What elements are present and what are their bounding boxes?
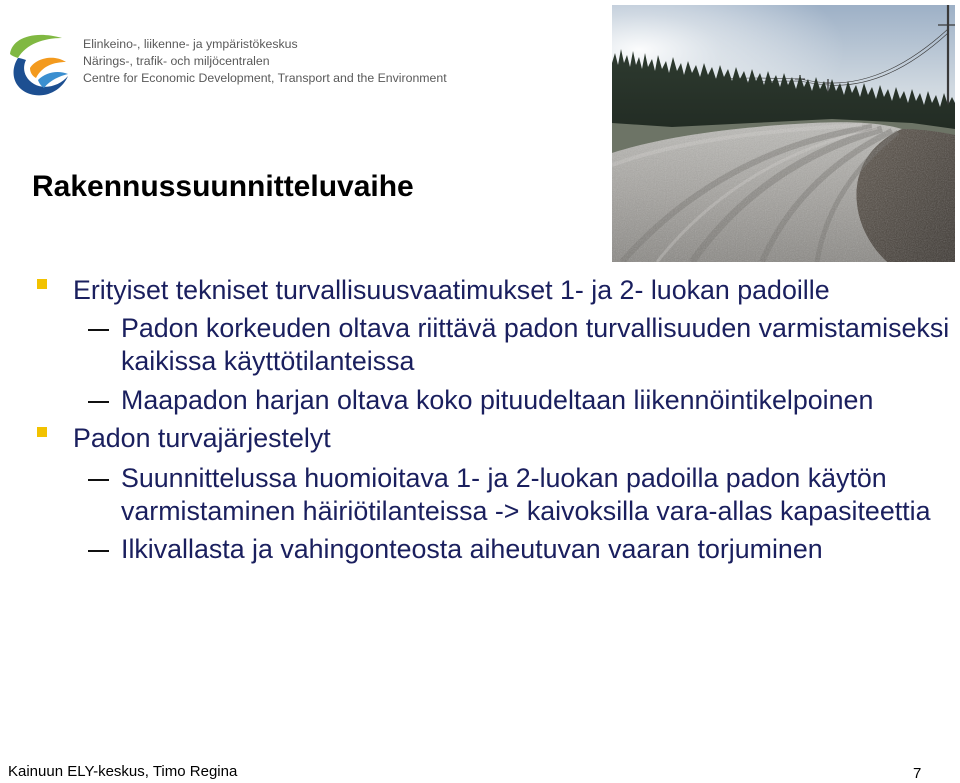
org-line-swedish: Närings-, trafik- och miljöcentralen xyxy=(83,54,270,68)
dash-bullet-icon xyxy=(88,550,109,552)
org-line-english: Centre for Economic Development, Transport and the Environment xyxy=(83,71,447,85)
bullet-level2 xyxy=(121,384,873,417)
square-bullet-icon xyxy=(37,279,47,289)
bullet-line: Ilkivallasta ja vahingonteosta aiheutuvan vaaran torjuminen xyxy=(121,534,823,564)
dash-bullet-icon xyxy=(88,401,109,403)
bullet-level2 xyxy=(121,462,930,528)
org-line-finnish: Elinkeino-, liikenne- ja ympäristökeskus xyxy=(83,37,298,51)
bullet-line: varmistaminen häiriötilanteissa -> kaivoksilla vara-allas kapasiteettia xyxy=(121,496,931,526)
bullet-line: Padon korkeuden oltava riittävä padon turvallisuuden varmistamiseksi xyxy=(121,313,950,343)
square-bullet-icon xyxy=(37,427,47,437)
bullet-line: Erityiset tekniset turvallisuusvaatimukset 1- ja 2- luokan padoille xyxy=(73,275,830,305)
dash-bullet-icon xyxy=(88,479,109,481)
bullet-line: Suunnittelussa huomioitava 1- ja 2-luokan padoilla padon käytön xyxy=(121,463,887,493)
bullet-level1 xyxy=(73,274,830,307)
bullet-line: kaikissa käyttötilanteissa xyxy=(121,346,415,376)
ely-logo-icon xyxy=(4,24,72,96)
slide-title: Rakennussuunnitteluvaihe xyxy=(32,170,414,203)
bullet-level2 xyxy=(121,533,823,566)
dash-bullet-icon xyxy=(88,329,109,331)
page-number: 7 xyxy=(913,765,922,782)
footer-presenter: Kainuun ELY-keskus, Timo Regina xyxy=(8,763,238,780)
organisation-name xyxy=(83,36,447,87)
bullet-level1 xyxy=(73,422,331,455)
road-photo xyxy=(612,5,955,262)
bullet-level2 xyxy=(121,312,949,378)
bullet-line: Padon turvajärjestelyt xyxy=(73,423,331,453)
bullet-line: Maapadon harjan oltava koko pituudeltaan liikennöintikelpoinen xyxy=(121,385,874,415)
